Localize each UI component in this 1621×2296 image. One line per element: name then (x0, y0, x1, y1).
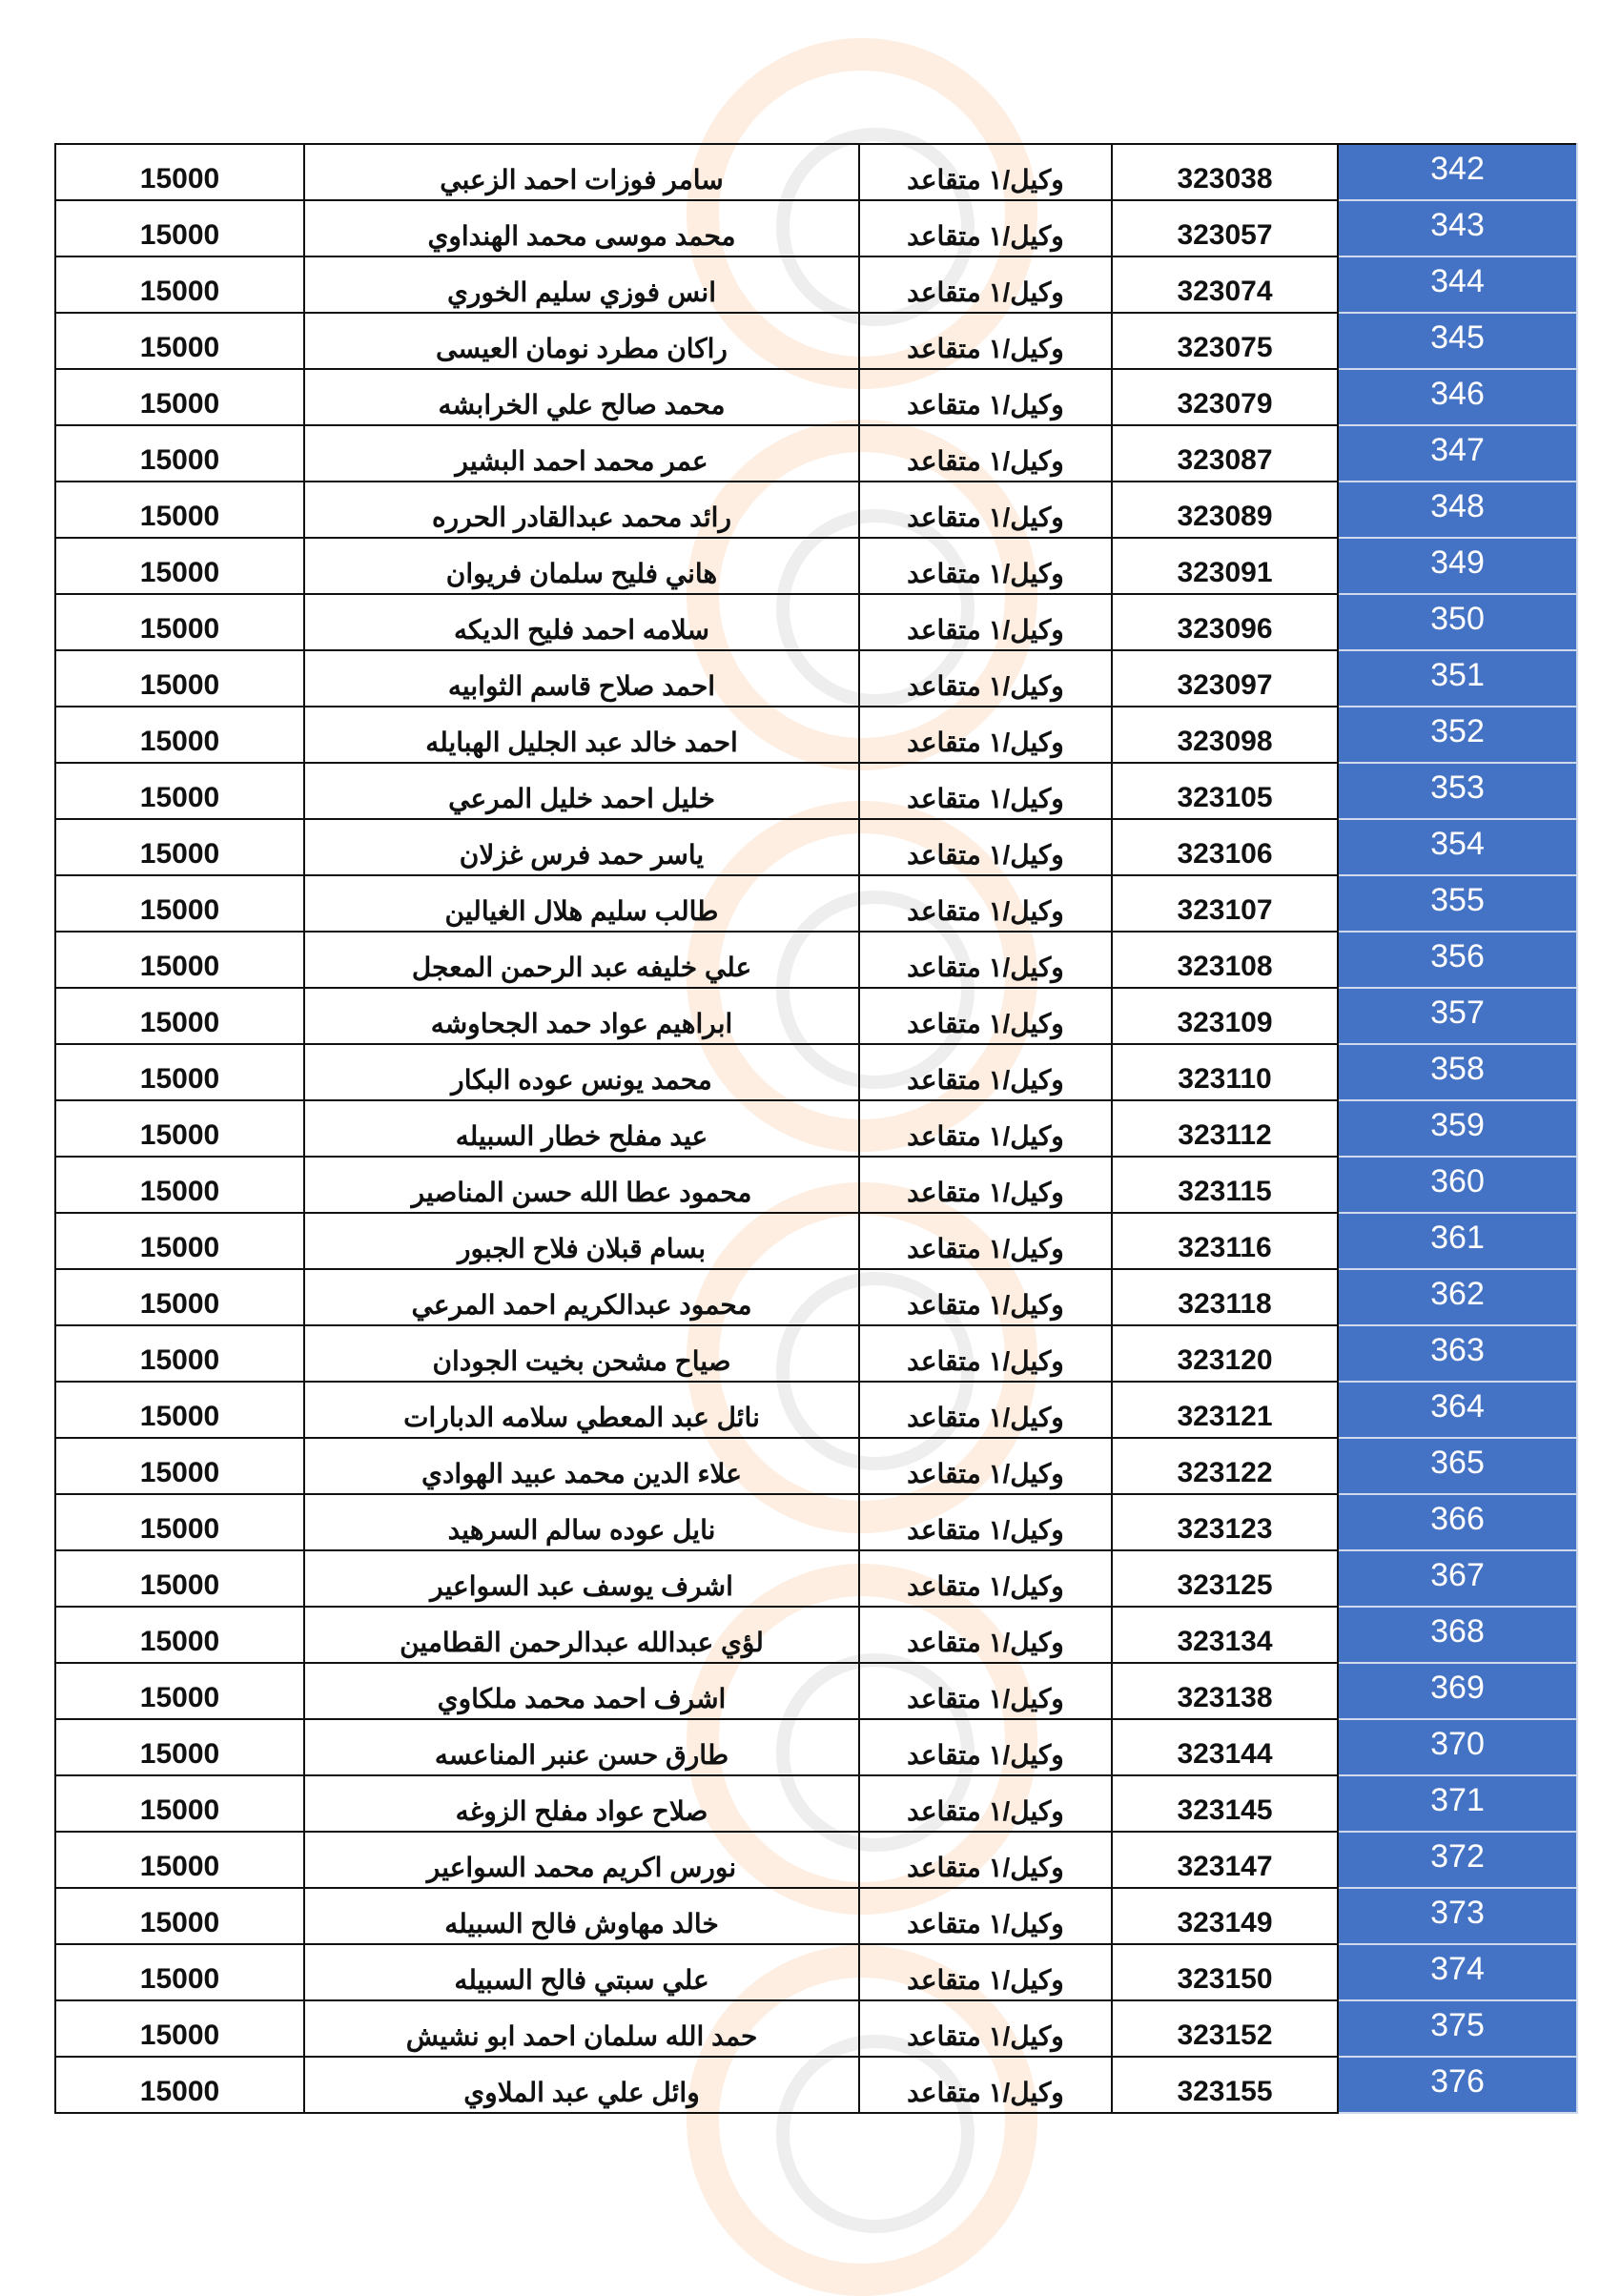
amount-cell: 15000 (55, 1607, 304, 1663)
amount-cell: 15000 (55, 313, 304, 369)
serial-number-cell: 372 (1338, 1832, 1577, 1888)
serial-number-cell: 342 (1338, 144, 1577, 200)
name-cell: محمود عبدالكريم احمد المرعي (304, 1269, 859, 1325)
military-id-cell: 323122 (1112, 1438, 1338, 1494)
rank-cell: وكيل/١ متقاعد (859, 200, 1112, 256)
serial-number-cell: 365 (1338, 1438, 1577, 1494)
amount-cell: 15000 (55, 2000, 304, 2057)
serial-number-cell: 374 (1338, 1944, 1577, 2000)
table-row (55, 538, 1577, 594)
rank-cell: وكيل/١ متقاعد (859, 1325, 1112, 1382)
serial-number-cell: 357 (1338, 988, 1577, 1044)
retirees-table (54, 143, 1578, 2114)
table-row (55, 1157, 1577, 1213)
name-cell: سلامه احمد فليح الديكه (304, 594, 859, 650)
rank-cell: وكيل/١ متقاعد (859, 1775, 1112, 1832)
military-id-cell: 323105 (1112, 763, 1338, 819)
serial-number-cell: 363 (1338, 1325, 1577, 1382)
table-row (55, 1607, 1577, 1663)
rank-cell: وكيل/١ متقاعد (859, 932, 1112, 988)
amount-cell: 15000 (55, 1888, 304, 1944)
amount-cell: 15000 (55, 1325, 304, 1382)
military-id-cell: 323038 (1112, 144, 1338, 200)
name-cell: احمد خالد عبد الجليل الهبايله (304, 707, 859, 763)
amount-cell: 15000 (55, 763, 304, 819)
name-cell: وائل علي عبد الملاوي (304, 2057, 859, 2113)
amount-cell: 15000 (55, 1663, 304, 1719)
table-row (55, 256, 1577, 313)
serial-number-cell: 358 (1338, 1044, 1577, 1100)
table-body (55, 144, 1577, 2113)
serial-number-cell: 376 (1338, 2057, 1577, 2113)
serial-number-cell: 343 (1338, 200, 1577, 256)
rank-cell: وكيل/١ متقاعد (859, 1832, 1112, 1888)
table-row (55, 875, 1577, 932)
amount-cell: 15000 (55, 1157, 304, 1213)
military-id-cell: 323120 (1112, 1325, 1338, 1382)
serial-number-cell: 359 (1338, 1100, 1577, 1157)
amount-cell: 15000 (55, 2057, 304, 2113)
table-row (55, 819, 1577, 875)
table-row (55, 2057, 1577, 2113)
amount-cell: 15000 (55, 144, 304, 200)
military-id-cell: 323108 (1112, 932, 1338, 988)
table-row (55, 1663, 1577, 1719)
rank-cell: وكيل/١ متقاعد (859, 1044, 1112, 1100)
rank-cell: وكيل/١ متقاعد (859, 1382, 1112, 1438)
military-id-cell: 323089 (1112, 482, 1338, 538)
table-row (55, 425, 1577, 482)
name-cell: راكان مطرد نومان العيسى (304, 313, 859, 369)
rank-cell: وكيل/١ متقاعد (859, 988, 1112, 1044)
name-cell: محمد صالح علي الخرابشه (304, 369, 859, 425)
rank-cell: وكيل/١ متقاعد (859, 1550, 1112, 1607)
military-id-cell: 323112 (1112, 1100, 1338, 1157)
military-id-cell: 323057 (1112, 200, 1338, 256)
amount-cell: 15000 (55, 1944, 304, 2000)
name-cell: محمود عطا الله حسن المناصير (304, 1157, 859, 1213)
rank-cell: وكيل/١ متقاعد (859, 875, 1112, 932)
name-cell: علاء الدين محمد عبيد الهوادي (304, 1438, 859, 1494)
name-cell: نائل عبد المعطي سلامه الدبارات (304, 1382, 859, 1438)
table-row (55, 650, 1577, 707)
rank-cell: وكيل/١ متقاعد (859, 256, 1112, 313)
table-row (55, 1382, 1577, 1438)
name-cell: انس فوزي سليم الخوري (304, 256, 859, 313)
military-id-cell: 323123 (1112, 1494, 1338, 1550)
amount-cell: 15000 (55, 707, 304, 763)
name-cell: طالب سليم هلال الغيالين (304, 875, 859, 932)
military-id-cell: 323116 (1112, 1213, 1338, 1269)
name-cell: سامر فوزات احمد الزعبي (304, 144, 859, 200)
rank-cell: وكيل/١ متقاعد (859, 819, 1112, 875)
amount-cell: 15000 (55, 1719, 304, 1775)
name-cell: بسام قبلان فلاح الجبور (304, 1213, 859, 1269)
amount-cell: 15000 (55, 256, 304, 313)
amount-cell: 15000 (55, 1044, 304, 1100)
military-id-cell: 323106 (1112, 819, 1338, 875)
military-id-cell: 323134 (1112, 1607, 1338, 1663)
name-cell: علي سبتي فالح السبيله (304, 1944, 859, 2000)
serial-number-cell: 366 (1338, 1494, 1577, 1550)
military-id-cell: 323125 (1112, 1550, 1338, 1607)
name-cell: احمد صلاح قاسم الثوابيه (304, 650, 859, 707)
name-cell: ياسر حمد فرس غزلان (304, 819, 859, 875)
name-cell: علي خليفه عبد الرحمن المعجل (304, 932, 859, 988)
table-row (55, 2000, 1577, 2057)
military-id-cell: 323155 (1112, 2057, 1338, 2113)
rank-cell: وكيل/١ متقاعد (859, 1663, 1112, 1719)
table-row (55, 200, 1577, 256)
serial-number-cell: 354 (1338, 819, 1577, 875)
amount-cell: 15000 (55, 1213, 304, 1269)
name-cell: لؤي عبدالله عبدالرحمن القطامين (304, 1607, 859, 1663)
rank-cell: وكيل/١ متقاعد (859, 2000, 1112, 2057)
rank-cell: وكيل/١ متقاعد (859, 1269, 1112, 1325)
name-cell: صياح مشحن بخيت الجودان (304, 1325, 859, 1382)
name-cell: نورس اكريم محمد السواعير (304, 1832, 859, 1888)
serial-number-cell: 375 (1338, 2000, 1577, 2057)
serial-number-cell: 362 (1338, 1269, 1577, 1325)
rank-cell: وكيل/١ متقاعد (859, 1438, 1112, 1494)
military-id-cell: 323121 (1112, 1382, 1338, 1438)
rank-cell: وكيل/١ متقاعد (859, 144, 1112, 200)
rank-cell: وكيل/١ متقاعد (859, 707, 1112, 763)
military-id-cell: 323098 (1112, 707, 1338, 763)
rank-cell: وكيل/١ متقاعد (859, 1719, 1112, 1775)
name-cell: محمد يونس عوده البكار (304, 1044, 859, 1100)
amount-cell: 15000 (55, 538, 304, 594)
amount-cell: 15000 (55, 819, 304, 875)
table-row (55, 1775, 1577, 1832)
table-row (55, 1832, 1577, 1888)
serial-number-cell: 353 (1338, 763, 1577, 819)
table-row (55, 1269, 1577, 1325)
table-row (55, 707, 1577, 763)
table-row (55, 482, 1577, 538)
table-row (55, 1100, 1577, 1157)
table-row (55, 932, 1577, 988)
serial-number-cell: 371 (1338, 1775, 1577, 1832)
rank-cell: وكيل/١ متقاعد (859, 482, 1112, 538)
table-row (55, 1325, 1577, 1382)
rank-cell: وكيل/١ متقاعد (859, 763, 1112, 819)
amount-cell: 15000 (55, 369, 304, 425)
serial-number-cell: 368 (1338, 1607, 1577, 1663)
rank-cell: وكيل/١ متقاعد (859, 1494, 1112, 1550)
table-row (55, 1494, 1577, 1550)
military-id-cell: 323144 (1112, 1719, 1338, 1775)
name-cell: حمد الله سلمان احمد ابو نشيش (304, 2000, 859, 2057)
table-row (55, 594, 1577, 650)
serial-number-cell: 360 (1338, 1157, 1577, 1213)
name-cell: نايل عوده سالم السرهيد (304, 1494, 859, 1550)
amount-cell: 15000 (55, 1382, 304, 1438)
military-id-cell: 323074 (1112, 256, 1338, 313)
name-cell: اشرف احمد محمد ملكاوي (304, 1663, 859, 1719)
military-id-cell: 323097 (1112, 650, 1338, 707)
table-row (55, 1213, 1577, 1269)
military-id-cell: 323079 (1112, 369, 1338, 425)
name-cell: صلاح عواد مفلح الزوغه (304, 1775, 859, 1832)
amount-cell: 15000 (55, 875, 304, 932)
name-cell: خالد مهاوش فالح السبيله (304, 1888, 859, 1944)
name-cell: عمر محمد احمد البشير (304, 425, 859, 482)
military-id-cell: 323091 (1112, 538, 1338, 594)
military-id-cell: 323145 (1112, 1775, 1338, 1832)
serial-number-cell: 373 (1338, 1888, 1577, 1944)
serial-number-cell: 364 (1338, 1382, 1577, 1438)
rank-cell: وكيل/١ متقاعد (859, 594, 1112, 650)
serial-number-cell: 352 (1338, 707, 1577, 763)
military-id-cell: 323096 (1112, 594, 1338, 650)
amount-cell: 15000 (55, 1438, 304, 1494)
serial-number-cell: 370 (1338, 1719, 1577, 1775)
rank-cell: وكيل/١ متقاعد (859, 1944, 1112, 2000)
name-cell: محمد موسى محمد الهنداوي (304, 200, 859, 256)
amount-cell: 15000 (55, 594, 304, 650)
amount-cell: 15000 (55, 650, 304, 707)
amount-cell: 15000 (55, 988, 304, 1044)
serial-number-cell: 347 (1338, 425, 1577, 482)
rank-cell: وكيل/١ متقاعد (859, 650, 1112, 707)
name-cell: رائد محمد عبدالقادر الحرره (304, 482, 859, 538)
rank-cell: وكيل/١ متقاعد (859, 313, 1112, 369)
military-id-cell: 323152 (1112, 2000, 1338, 2057)
table-row (55, 1044, 1577, 1100)
serial-number-cell: 369 (1338, 1663, 1577, 1719)
military-id-cell: 323107 (1112, 875, 1338, 932)
table-row (55, 1438, 1577, 1494)
rank-cell: وكيل/١ متقاعد (859, 425, 1112, 482)
serial-number-cell: 361 (1338, 1213, 1577, 1269)
serial-number-cell: 350 (1338, 594, 1577, 650)
name-cell: طارق حسن عنبر المناعسه (304, 1719, 859, 1775)
amount-cell: 15000 (55, 1494, 304, 1550)
military-id-cell: 323118 (1112, 1269, 1338, 1325)
military-id-cell: 323109 (1112, 988, 1338, 1044)
serial-number-cell: 349 (1338, 538, 1577, 594)
name-cell: هاني فليح سلمان فريوان (304, 538, 859, 594)
serial-number-cell: 345 (1338, 313, 1577, 369)
amount-cell: 15000 (55, 1269, 304, 1325)
table-row (55, 369, 1577, 425)
serial-number-cell: 344 (1338, 256, 1577, 313)
table-row (55, 1719, 1577, 1775)
military-id-cell: 323075 (1112, 313, 1338, 369)
rank-cell: وكيل/١ متقاعد (859, 1157, 1112, 1213)
table-row (55, 763, 1577, 819)
rank-cell: وكيل/١ متقاعد (859, 369, 1112, 425)
amount-cell: 15000 (55, 482, 304, 538)
amount-cell: 15000 (55, 1550, 304, 1607)
amount-cell: 15000 (55, 1100, 304, 1157)
amount-cell: 15000 (55, 200, 304, 256)
military-id-cell: 323149 (1112, 1888, 1338, 1944)
military-id-cell: 323150 (1112, 1944, 1338, 2000)
table-row (55, 1888, 1577, 1944)
serial-number-cell: 367 (1338, 1550, 1577, 1607)
rank-cell: وكيل/١ متقاعد (859, 1100, 1112, 1157)
military-id-cell: 323138 (1112, 1663, 1338, 1719)
amount-cell: 15000 (55, 1775, 304, 1832)
table-row (55, 313, 1577, 369)
amount-cell: 15000 (55, 425, 304, 482)
table-row (55, 1944, 1577, 2000)
name-cell: اشرف يوسف عبد السواعير (304, 1550, 859, 1607)
name-cell: عيد مفلح خطار السبيله (304, 1100, 859, 1157)
serial-number-cell: 348 (1338, 482, 1577, 538)
table-row (55, 1550, 1577, 1607)
rank-cell: وكيل/١ متقاعد (859, 538, 1112, 594)
rank-cell: وكيل/١ متقاعد (859, 2057, 1112, 2113)
military-id-cell: 323087 (1112, 425, 1338, 482)
table-row (55, 144, 1577, 200)
rank-cell: وكيل/١ متقاعد (859, 1607, 1112, 1663)
serial-number-cell: 351 (1338, 650, 1577, 707)
table-row (55, 988, 1577, 1044)
serial-number-cell: 356 (1338, 932, 1577, 988)
rank-cell: وكيل/١ متقاعد (859, 1213, 1112, 1269)
name-cell: ابراهيم عواد حمد الجحاوشه (304, 988, 859, 1044)
rank-cell: وكيل/١ متقاعد (859, 1888, 1112, 1944)
military-id-cell: 323115 (1112, 1157, 1338, 1213)
serial-number-cell: 346 (1338, 369, 1577, 425)
military-id-cell: 323110 (1112, 1044, 1338, 1100)
amount-cell: 15000 (55, 932, 304, 988)
military-id-cell: 323147 (1112, 1832, 1338, 1888)
amount-cell: 15000 (55, 1832, 304, 1888)
serial-number-cell: 355 (1338, 875, 1577, 932)
name-cell: خليل احمد خليل المرعي (304, 763, 859, 819)
